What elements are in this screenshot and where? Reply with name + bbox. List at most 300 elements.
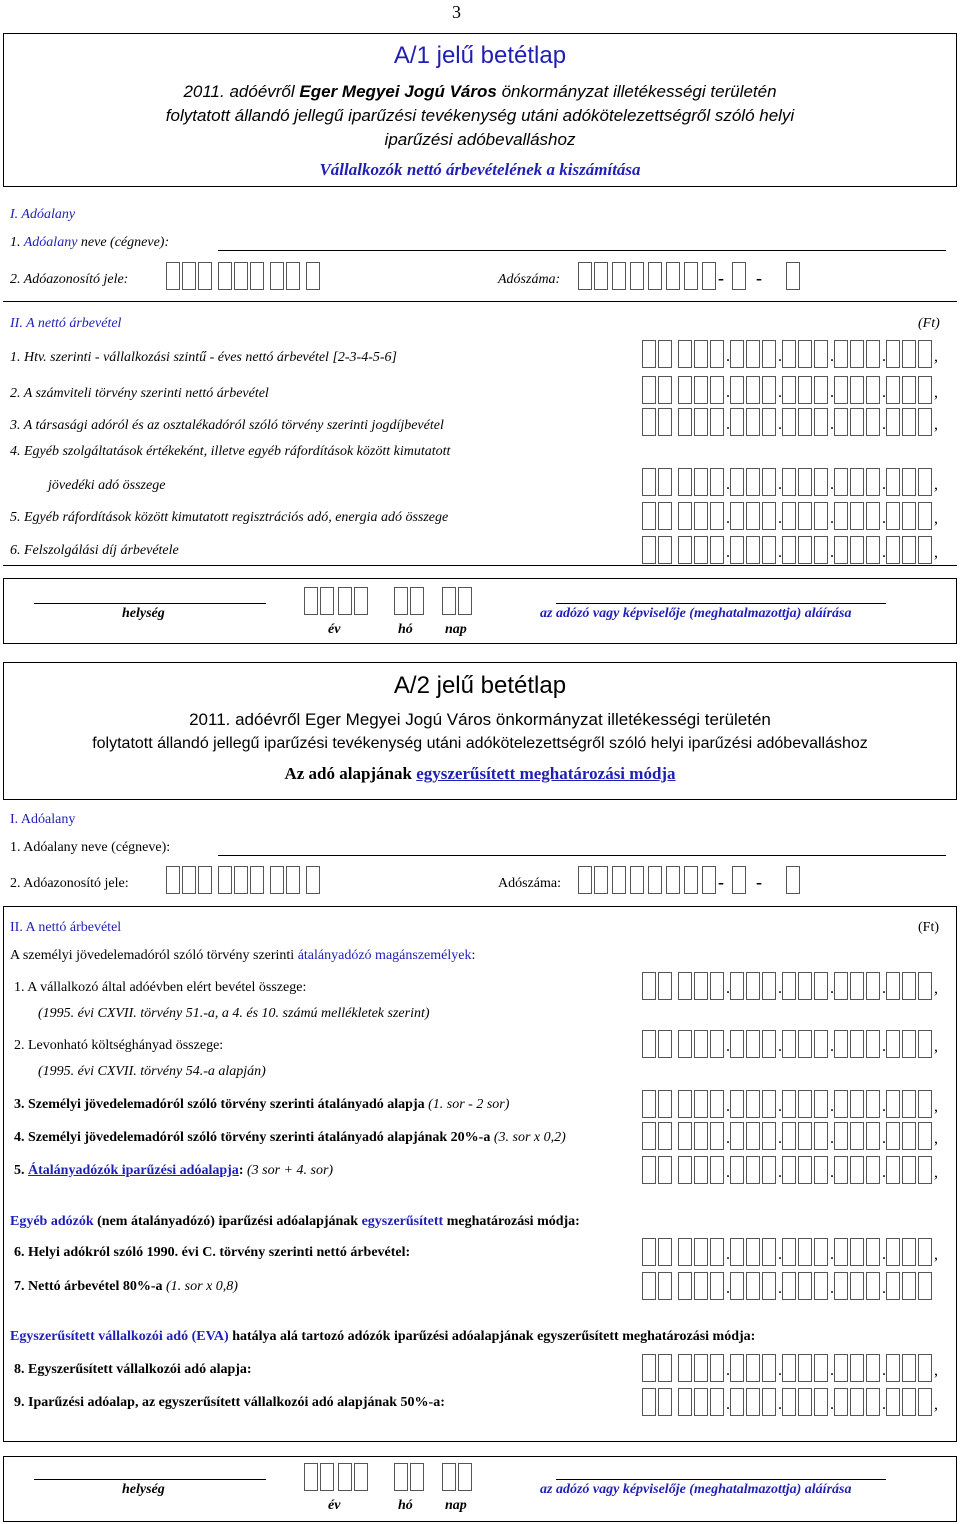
a1-amount-6-digit-4[interactable] bbox=[694, 536, 708, 564]
a1-row-4-cont: jövedéki adó összege bbox=[48, 478, 166, 493]
a1-amount-2-dot-3: . bbox=[830, 384, 834, 401]
a2-row-2: 2. Levonható költséghányad összege: bbox=[14, 1038, 224, 1053]
a1-amount-5-dot-4: . bbox=[882, 510, 886, 527]
a1-amount-3-digit-2[interactable] bbox=[658, 408, 672, 436]
a1-amount-3-digit-8[interactable] bbox=[762, 408, 776, 436]
a2-szja-colon: : bbox=[471, 948, 476, 963]
a1-amount-1-digit-13[interactable] bbox=[850, 340, 864, 368]
a2-row-7-note: (1. sor x 0,8) bbox=[162, 1279, 238, 1294]
a1-day-box-1[interactable] bbox=[442, 587, 456, 615]
a2-egyeb-suffix: meghatározási módja: bbox=[443, 1214, 580, 1229]
a1-amount-3-dot-2: . bbox=[778, 416, 782, 433]
a2-amount-6-dot-2: . bbox=[778, 1246, 782, 1263]
a1-amount-4-digit-12[interactable] bbox=[834, 468, 848, 496]
a1-amount-1-digit-12[interactable] bbox=[834, 340, 848, 368]
a1-amount-1-digit-17[interactable] bbox=[918, 340, 932, 368]
a1-amount-1-digit-4[interactable] bbox=[694, 340, 708, 368]
a1-amount-2-digit-15[interactable] bbox=[886, 376, 900, 404]
a1-amount-4-comma: , bbox=[934, 476, 938, 493]
a1-name-suffix: neve (cégneve): bbox=[77, 235, 170, 250]
a1-taxnum-box-6[interactable] bbox=[666, 262, 680, 290]
a1-amount-3-digit-17[interactable] bbox=[918, 408, 932, 436]
a1-amount-2-digit-10[interactable] bbox=[798, 376, 812, 404]
a1-amount-6-dot-3: . bbox=[830, 544, 834, 561]
a1-signature-label: az adózó vagy képviselője (meghatalmazottja) aláírása bbox=[540, 606, 852, 621]
a1-amount-1-digit-9[interactable] bbox=[782, 340, 796, 368]
a1-amount-6-dot-2: . bbox=[778, 544, 782, 561]
a1-amount-6-digit-14[interactable] bbox=[866, 536, 880, 564]
a1-intro-line1 bbox=[0, 82, 960, 102]
a1-amount-5-digit-4[interactable] bbox=[694, 502, 708, 530]
a1-taxnum-box-9[interactable] bbox=[732, 262, 746, 290]
a2-day-box-2[interactable] bbox=[458, 1463, 472, 1491]
a1-amount-3-digit-9[interactable] bbox=[782, 408, 796, 436]
a2-taxid-box-3[interactable] bbox=[198, 866, 212, 894]
a1-taxnum-box-10[interactable] bbox=[786, 262, 800, 290]
a1-amount-5-digit-15[interactable] bbox=[886, 502, 900, 530]
a2-row-5-note: (3 sor + 4. sor) bbox=[243, 1163, 334, 1178]
a2-szja-blue: átalányadózó magánszemélyek bbox=[297, 948, 472, 963]
a1-amount-4-digit-11[interactable] bbox=[814, 468, 828, 496]
a1-amount-4-digit-4[interactable] bbox=[694, 468, 708, 496]
a2-intro-text: 2011. adóévről bbox=[189, 710, 306, 729]
a2-subtitle-link[interactable]: egyszerűsített meghatározási módja bbox=[416, 764, 676, 783]
a1-amount-2-digit-3[interactable] bbox=[678, 376, 692, 404]
a2-title bbox=[0, 672, 960, 700]
a1-amount-5-digit-9[interactable] bbox=[782, 502, 796, 530]
a1-amount-5-digit-2[interactable] bbox=[658, 502, 672, 530]
a1-amount-5-digit-1[interactable] bbox=[642, 502, 656, 530]
a2-amount-4-dot-3: . bbox=[830, 1130, 834, 1147]
a2-amount-5-dot-4: . bbox=[882, 1164, 886, 1181]
a1-amount-2-digit-8[interactable] bbox=[762, 376, 776, 404]
a2-amount-2-dot-3: . bbox=[830, 1038, 834, 1055]
a2-year-label: év bbox=[328, 1498, 341, 1513]
a2-amount-3-dot-1: . bbox=[726, 1098, 730, 1115]
a2-amount-5-comma: , bbox=[934, 1164, 938, 1181]
a1-amount-2-digit-14[interactable] bbox=[866, 376, 880, 404]
a2-row-6: 6. Helyi adókról szóló 1990. évi C. törvény szerinti nettó árbevétel: bbox=[14, 1245, 411, 1260]
a1-amount-6-digit-13[interactable] bbox=[850, 536, 864, 564]
a1-amount-6-digit-9[interactable] bbox=[782, 536, 796, 564]
a2-taxnum-box-7[interactable] bbox=[684, 866, 698, 894]
a1-amount-3-digit-12[interactable] bbox=[834, 408, 848, 436]
a2-title-suffix: jelű betétlap bbox=[436, 672, 567, 699]
a1-amount-4-digit-15[interactable] bbox=[886, 468, 900, 496]
a2-row-1: 1. A vállalkozó által adóévben elért bevétel összege: bbox=[14, 980, 307, 995]
a1-amount-2-digit-9[interactable] bbox=[782, 376, 796, 404]
a1-amount-3-digit-11[interactable] bbox=[814, 408, 828, 436]
a1-amount-5-digit-10[interactable] bbox=[798, 502, 812, 530]
a1-taxnum-box-5[interactable] bbox=[648, 262, 662, 290]
a2-row-3-text: 3. Személyi jövedelemadóról szóló törvény szerinti átalányadó alapja bbox=[14, 1097, 425, 1112]
a1-year-box-2[interactable] bbox=[320, 587, 334, 615]
a1-amount-4-digit-14[interactable] bbox=[866, 468, 880, 496]
a1-amount-4-digit-1[interactable] bbox=[642, 468, 656, 496]
a1-amount-1-dot-3: . bbox=[830, 348, 834, 365]
a1-taxid-box-4[interactable] bbox=[218, 262, 232, 290]
a2-amount-7-dot-2: . bbox=[778, 1280, 782, 1297]
a2-amount-2-dot-2: . bbox=[778, 1038, 782, 1055]
a2-row-8: 8. Egyszerűsített vállalkozói adó alapja: bbox=[14, 1362, 252, 1377]
a1-amount-6-digit-5[interactable] bbox=[710, 536, 724, 564]
a2-taxnum-box-4[interactable] bbox=[630, 866, 644, 894]
a1-amount-5-digit-13[interactable] bbox=[850, 502, 864, 530]
a2-taxnum-box-10[interactable] bbox=[786, 866, 800, 894]
a1-amount-6-digit-2[interactable] bbox=[658, 536, 672, 564]
a2-amount-4-dot-4: . bbox=[882, 1130, 886, 1147]
a1-amount-1-comma: , bbox=[934, 348, 938, 365]
a2-amount-2-comma: , bbox=[934, 1038, 938, 1055]
a1-subtitle-blue: Vállalkozók bbox=[319, 160, 403, 179]
a1-section1: I. Adóalany bbox=[10, 207, 76, 222]
a1-place-label: helység bbox=[122, 606, 165, 621]
a1-amount-1-digit-3[interactable] bbox=[678, 340, 692, 368]
a2-amount-1-dot-1: . bbox=[726, 980, 730, 997]
a1-intro-city: Eger Megyei Jogú Város bbox=[299, 82, 497, 101]
a1-amount-5-comma: , bbox=[934, 510, 938, 527]
a1-amount-3-dot-4: . bbox=[882, 416, 886, 433]
a1-name-label bbox=[10, 235, 169, 251]
a2-taxnum-box-3[interactable] bbox=[612, 866, 626, 894]
a1-amount-1-digit-15[interactable] bbox=[886, 340, 900, 368]
a2-day-label: nap bbox=[445, 1498, 467, 1513]
a2-taxnum-box-2[interactable] bbox=[594, 866, 608, 894]
a2-amount-9-dot-3: . bbox=[830, 1396, 834, 1413]
a2-name-input[interactable] bbox=[218, 855, 946, 856]
a1-taxid-box-6[interactable] bbox=[250, 262, 264, 290]
a1-amount-1-digit-2[interactable] bbox=[658, 340, 672, 368]
a1-taxid-box-7[interactable] bbox=[270, 262, 284, 290]
a1-amount-6-digit-3[interactable] bbox=[678, 536, 692, 564]
a1-amount-6-dot-4: . bbox=[882, 544, 886, 561]
a1-amount-2-digit-16[interactable] bbox=[902, 376, 916, 404]
a1-amount-1-digit-6[interactable] bbox=[730, 340, 744, 368]
a1-year-box-4[interactable] bbox=[354, 587, 368, 615]
a1-amount-2-digit-17[interactable] bbox=[918, 376, 932, 404]
a1-row-2: 2. A számviteli törvény szerinti nettó árbevétel bbox=[10, 386, 269, 401]
a1-amount-3-digit-1[interactable] bbox=[642, 408, 656, 436]
a2-taxid-box-2[interactable] bbox=[182, 866, 196, 894]
a1-taxnum-box-8[interactable] bbox=[702, 262, 716, 290]
a1-taxnum-box-3[interactable] bbox=[612, 262, 626, 290]
a1-signature-input[interactable] bbox=[556, 603, 886, 604]
a2-taxid-box-5[interactable] bbox=[234, 866, 248, 894]
a1-amount-4-digit-6[interactable] bbox=[730, 468, 744, 496]
a1-amount-1-digit-14[interactable] bbox=[866, 340, 880, 368]
a2-amount-4-comma: , bbox=[934, 1130, 938, 1147]
a1-amount-2-digit-13[interactable] bbox=[850, 376, 864, 404]
a2-taxid-box-6[interactable] bbox=[250, 866, 264, 894]
a2-taxid-label: 2. Adóazonosító jele: bbox=[10, 876, 129, 891]
a2-day-box-1[interactable] bbox=[442, 1463, 456, 1491]
a2-amount-9-dot-4: . bbox=[882, 1396, 886, 1413]
a1-year-box-3[interactable] bbox=[338, 587, 352, 615]
a1-amount-5-digit-14[interactable] bbox=[866, 502, 880, 530]
a2-taxid-box-1[interactable] bbox=[166, 866, 180, 894]
a1-amount-4-digit-10[interactable] bbox=[798, 468, 812, 496]
a1-amount-4-dot-2: . bbox=[778, 476, 782, 493]
a2-amount-7-dot-3: . bbox=[830, 1280, 834, 1297]
a1-amount-4-digit-2[interactable] bbox=[658, 468, 672, 496]
a1-amount-5-digit-8[interactable] bbox=[762, 502, 776, 530]
a1-taxnum-box-7[interactable] bbox=[684, 262, 698, 290]
a1-amount-6-digit-12[interactable] bbox=[834, 536, 848, 564]
a2-egyeb-mid: (nem átalányadózó) iparűzési adóalapjának bbox=[93, 1214, 362, 1229]
a1-amount-4-digit-7[interactable] bbox=[746, 468, 760, 496]
a1-month-box-2[interactable] bbox=[410, 587, 424, 615]
a1-day-box-2[interactable] bbox=[458, 587, 472, 615]
a1-amount-5-digit-11[interactable] bbox=[814, 502, 828, 530]
a2-amount-2-dot-4: . bbox=[882, 1038, 886, 1055]
a2-ft: (Ft) bbox=[918, 920, 939, 935]
a1-amount-4-digit-13[interactable] bbox=[850, 468, 864, 496]
a1-amount-2-digit-6[interactable] bbox=[730, 376, 744, 404]
a1-amount-4-digit-8[interactable] bbox=[762, 468, 776, 496]
a1-amount-3-digit-7[interactable] bbox=[746, 408, 760, 436]
a1-amount-5-digit-7[interactable] bbox=[746, 502, 760, 530]
a2-year-box-3[interactable] bbox=[338, 1463, 352, 1491]
a2-amount-9-comma: , bbox=[934, 1396, 938, 1413]
a1-amount-6-dot-1: . bbox=[726, 544, 730, 561]
a1-taxid-box-3[interactable] bbox=[198, 262, 212, 290]
a1-amount-2-dot-2: . bbox=[778, 384, 782, 401]
a1-amount-2-digit-1[interactable] bbox=[642, 376, 656, 404]
a1-amount-2-digit-12[interactable] bbox=[834, 376, 848, 404]
a2-taxnum-box-9[interactable] bbox=[732, 866, 746, 894]
a1-dash-2: - bbox=[756, 268, 762, 288]
a1-amount-6-comma: , bbox=[934, 544, 938, 561]
a2-amount-9-dot-1: . bbox=[726, 1396, 730, 1413]
a2-row-1-note: (1995. évi CXVII. törvény 51.-a, a 4. és 10. számú mellékletek szerint) bbox=[38, 1006, 430, 1021]
a1-amount-4-digit-5[interactable] bbox=[710, 468, 724, 496]
a2-taxnum-box-5[interactable] bbox=[648, 866, 662, 894]
a1-amount-3-digit-16[interactable] bbox=[902, 408, 916, 436]
a1-amount-5-dot-1: . bbox=[726, 510, 730, 527]
a2-taxid-box-8[interactable] bbox=[286, 866, 300, 894]
a2-amount-5-dot-2: . bbox=[778, 1164, 782, 1181]
a1-amount-3-digit-6[interactable] bbox=[730, 408, 744, 436]
a2-eva-blue: Egyszerűsített vállalkozói adó (EVA) bbox=[10, 1329, 229, 1344]
a2-section2: II. A nettó árbevétel bbox=[10, 920, 122, 935]
a1-taxid-box-8[interactable] bbox=[286, 262, 300, 290]
a1-amount-5-digit-6[interactable] bbox=[730, 502, 744, 530]
a1-amount-3-digit-14[interactable] bbox=[866, 408, 880, 436]
a1-ft: (Ft) bbox=[918, 316, 940, 331]
a1-amount-6-digit-7[interactable] bbox=[746, 536, 760, 564]
a2-taxnum-box-6[interactable] bbox=[666, 866, 680, 894]
a1-title-suffix: jelű betétlap bbox=[436, 42, 567, 69]
a1-amount-4-digit-16[interactable] bbox=[902, 468, 916, 496]
a2-name-label: 1. Adóalany neve (cégneve): bbox=[10, 840, 171, 855]
a2-place-input[interactable] bbox=[34, 1479, 266, 1480]
a2-intro-line1 bbox=[0, 710, 960, 730]
a2-amount-4-dot-2: . bbox=[778, 1130, 782, 1147]
a1-row-4: 4. Egyéb szolgáltatások értékeként, illetve egyéb ráfordítások között kimutatott bbox=[10, 444, 451, 459]
a2-year-box-4[interactable] bbox=[354, 1463, 368, 1491]
a1-amount-1-digit-10[interactable] bbox=[798, 340, 812, 368]
a2-amount-5-dot-3: . bbox=[830, 1164, 834, 1181]
a1-amount-1-digit-8[interactable] bbox=[762, 340, 776, 368]
a1-amount-6-digit-10[interactable] bbox=[798, 536, 812, 564]
a1-amount-5-dot-2: . bbox=[778, 510, 782, 527]
a1-year-box-1[interactable] bbox=[304, 587, 318, 615]
a2-amount-3-dot-4: . bbox=[882, 1098, 886, 1115]
a1-amount-6-digit-11[interactable] bbox=[814, 536, 828, 564]
a2-egyeb-blue2: egyszerűsített bbox=[361, 1214, 444, 1229]
a1-amount-4-digit-17[interactable] bbox=[918, 468, 932, 496]
a2-month-box-1[interactable] bbox=[394, 1463, 408, 1491]
a2-amount-3-dot-3: . bbox=[830, 1098, 834, 1115]
a1-amount-1-digit-1[interactable] bbox=[642, 340, 656, 368]
a2-intro-text2: önkormányzat illetékességi területén bbox=[491, 710, 771, 729]
a2-amount-7-dot-1: . bbox=[726, 1280, 730, 1297]
a2-row-5-blue: Átalányadózók iparűzési adóalapja bbox=[28, 1163, 239, 1178]
a2-egyeb-blue1: Egyéb adózók bbox=[10, 1214, 94, 1229]
a2-szja-text: A személyi jövedelemadóról szóló törvény szerinti bbox=[10, 948, 298, 963]
a1-row-1: 1. Htv. szerinti - vállalkozási szintű - éves nettó árbevétel [2-3-4-5-6] bbox=[10, 350, 397, 365]
a1-amount-3-digit-5[interactable] bbox=[710, 408, 724, 436]
a1-amount-1-digit-11[interactable] bbox=[814, 340, 828, 368]
a1-amount-3-comma: , bbox=[934, 416, 938, 433]
a1-day-label: nap bbox=[445, 622, 467, 637]
a1-month-label: hó bbox=[398, 622, 413, 637]
a1-place-input[interactable] bbox=[34, 603, 266, 604]
a1-amount-2-digit-7[interactable] bbox=[746, 376, 760, 404]
a1-amount-2-digit-2[interactable] bbox=[658, 376, 672, 404]
a2-month-box-2[interactable] bbox=[410, 1463, 424, 1491]
a1-amount-6-digit-16[interactable] bbox=[902, 536, 916, 564]
a1-amount-5-dot-3: . bbox=[830, 510, 834, 527]
a1-taxid-box-2[interactable] bbox=[182, 262, 196, 290]
a2-year-box-2[interactable] bbox=[320, 1463, 334, 1491]
a2-dash-2: - bbox=[756, 872, 762, 892]
a1-amount-6-digit-17[interactable] bbox=[918, 536, 932, 564]
a1-intro-line2: folytatott állandó jellegű iparűzési tevékenység utáni adókötelezettségről szóló helyi bbox=[165, 106, 795, 125]
a1-amount-2-dot-4: . bbox=[882, 384, 886, 401]
a1-amount-1-dot-2: . bbox=[778, 348, 782, 365]
a2-dash-1: - bbox=[718, 872, 724, 892]
a1-subtitle bbox=[0, 160, 960, 180]
a1-intro-line3: iparűzési adóbevalláshoz bbox=[384, 130, 576, 149]
a1-name-num: 1. bbox=[10, 235, 24, 250]
a1-amount-3-dot-1: . bbox=[726, 416, 730, 433]
a1-taxnum-box-1[interactable] bbox=[578, 262, 592, 290]
a2-amount-2-dot-1: . bbox=[726, 1038, 730, 1055]
a1-amount-3-dot-3: . bbox=[830, 416, 834, 433]
a1-divider-1 bbox=[3, 301, 957, 302]
a1-amount-3-digit-3[interactable] bbox=[678, 408, 692, 436]
a1-amount-5-digit-17[interactable] bbox=[918, 502, 932, 530]
a2-amount-1-dot-2: . bbox=[778, 980, 782, 997]
a1-amount-1-digit-16[interactable] bbox=[902, 340, 916, 368]
a1-title-prefix: A/1 bbox=[393, 42, 430, 69]
a2-intro-line2: folytatott állandó jellegű iparűzési tevékenység utáni adókötelezettségről szóló helyi iparűzési adóbevalláshoz bbox=[92, 735, 868, 752]
a2-signature-label: az adózó vagy képviselője (meghatalmazottja) aláírása bbox=[540, 1482, 852, 1497]
a1-amount-6-digit-8[interactable] bbox=[762, 536, 776, 564]
a2-amount-1-dot-4: . bbox=[882, 980, 886, 997]
a2-amount-9-dot-2: . bbox=[778, 1396, 782, 1413]
a1-amount-6-digit-1[interactable] bbox=[642, 536, 656, 564]
a1-amount-6-digit-15[interactable] bbox=[886, 536, 900, 564]
a1-divider-2 bbox=[3, 565, 957, 566]
a1-taxid-box-1[interactable] bbox=[166, 262, 180, 290]
a2-amount-6-dot-3: . bbox=[830, 1246, 834, 1263]
a1-amount-3-digit-13[interactable] bbox=[850, 408, 864, 436]
a1-title bbox=[0, 42, 960, 70]
a2-amount-8-dot-2: . bbox=[778, 1362, 782, 1379]
a1-amount-3-digit-4[interactable] bbox=[694, 408, 708, 436]
page-number: 3 bbox=[452, 2, 461, 22]
a1-amount-1-digit-7[interactable] bbox=[746, 340, 760, 368]
a1-row-6: 6. Felszolgálási díj árbevétele bbox=[10, 543, 179, 558]
a2-amount-6-dot-1: . bbox=[726, 1246, 730, 1263]
a2-signature-input[interactable] bbox=[556, 1479, 886, 1480]
a1-amount-3-digit-10[interactable] bbox=[798, 408, 812, 436]
a2-amount-1-comma: , bbox=[934, 980, 938, 997]
a1-amount-2-comma: , bbox=[934, 384, 938, 401]
a1-amount-5-digit-3[interactable] bbox=[678, 502, 692, 530]
a2-amount-7-dot-4: . bbox=[882, 1280, 886, 1297]
a2-amount-8-comma: , bbox=[934, 1362, 938, 1379]
a1-amount-2-digit-5[interactable] bbox=[710, 376, 724, 404]
a1-amount-3-digit-15[interactable] bbox=[886, 408, 900, 436]
a2-amount-1-dot-3: . bbox=[830, 980, 834, 997]
a1-amount-5-digit-12[interactable] bbox=[834, 502, 848, 530]
a2-year-box-1[interactable] bbox=[304, 1463, 318, 1491]
a2-taxid-box-7[interactable] bbox=[270, 866, 284, 894]
a1-amount-2-dot-1: . bbox=[726, 384, 730, 401]
a1-amount-2-digit-4[interactable] bbox=[694, 376, 708, 404]
a1-taxid-label: 2. Adóazonosító jele: bbox=[10, 272, 129, 287]
a1-taxnum-box-2[interactable] bbox=[594, 262, 608, 290]
a1-name-blue: Adóalany bbox=[23, 235, 78, 250]
a2-section1: I. Adóalany bbox=[10, 812, 76, 827]
a2-taxnum-box-8[interactable] bbox=[702, 866, 716, 894]
a1-year-label: év bbox=[328, 622, 341, 637]
a2-amount-6-comma: , bbox=[934, 1246, 938, 1263]
a1-amount-5-digit-5[interactable] bbox=[710, 502, 724, 530]
a2-taxnum-box-1[interactable] bbox=[578, 866, 592, 894]
a2-taxid-box-4[interactable] bbox=[218, 866, 232, 894]
a2-amount-8-dot-3: . bbox=[830, 1362, 834, 1379]
a1-amount-2-digit-11[interactable] bbox=[814, 376, 828, 404]
a2-subtitle bbox=[0, 764, 960, 784]
a1-amount-5-digit-16[interactable] bbox=[902, 502, 916, 530]
a2-amount-3-dot-2: . bbox=[778, 1098, 782, 1115]
a1-month-box-1[interactable] bbox=[394, 587, 408, 615]
a1-taxid-box-9[interactable] bbox=[306, 262, 320, 290]
a1-amount-4-digit-3[interactable] bbox=[678, 468, 692, 496]
a1-subtitle-rest: nettó árbevételének a kiszámítása bbox=[402, 160, 641, 179]
a1-amount-4-digit-9[interactable] bbox=[782, 468, 796, 496]
a2-row-3-note: (1. sor - 2 sor) bbox=[424, 1097, 510, 1112]
a1-taxnum-label: Adószáma: bbox=[498, 272, 561, 287]
a2-subtitle-text: Az adó alapjának bbox=[284, 764, 417, 783]
a1-taxid-box-5[interactable] bbox=[234, 262, 248, 290]
a2-row-4-note: (3. sor x 0,2) bbox=[490, 1130, 566, 1145]
a1-amount-6-digit-6[interactable] bbox=[730, 536, 744, 564]
a2-row-2-note: (1995. évi CXVII. törvény 54.-a alapján) bbox=[38, 1064, 266, 1079]
a2-month-label: hó bbox=[398, 1498, 413, 1513]
a2-row-4-text: 4. Személyi jövedelemadóról szóló törvény szerinti átalányadó alapjának 20%-a bbox=[14, 1130, 491, 1145]
a1-name-input[interactable] bbox=[218, 250, 946, 251]
a1-taxnum-box-4[interactable] bbox=[630, 262, 644, 290]
a2-taxid-box-9[interactable] bbox=[306, 866, 320, 894]
a2-amount-8-dot-1: . bbox=[726, 1362, 730, 1379]
a1-amount-1-digit-5[interactable] bbox=[710, 340, 724, 368]
a2-taxnum-label: Adószáma: bbox=[498, 876, 561, 891]
